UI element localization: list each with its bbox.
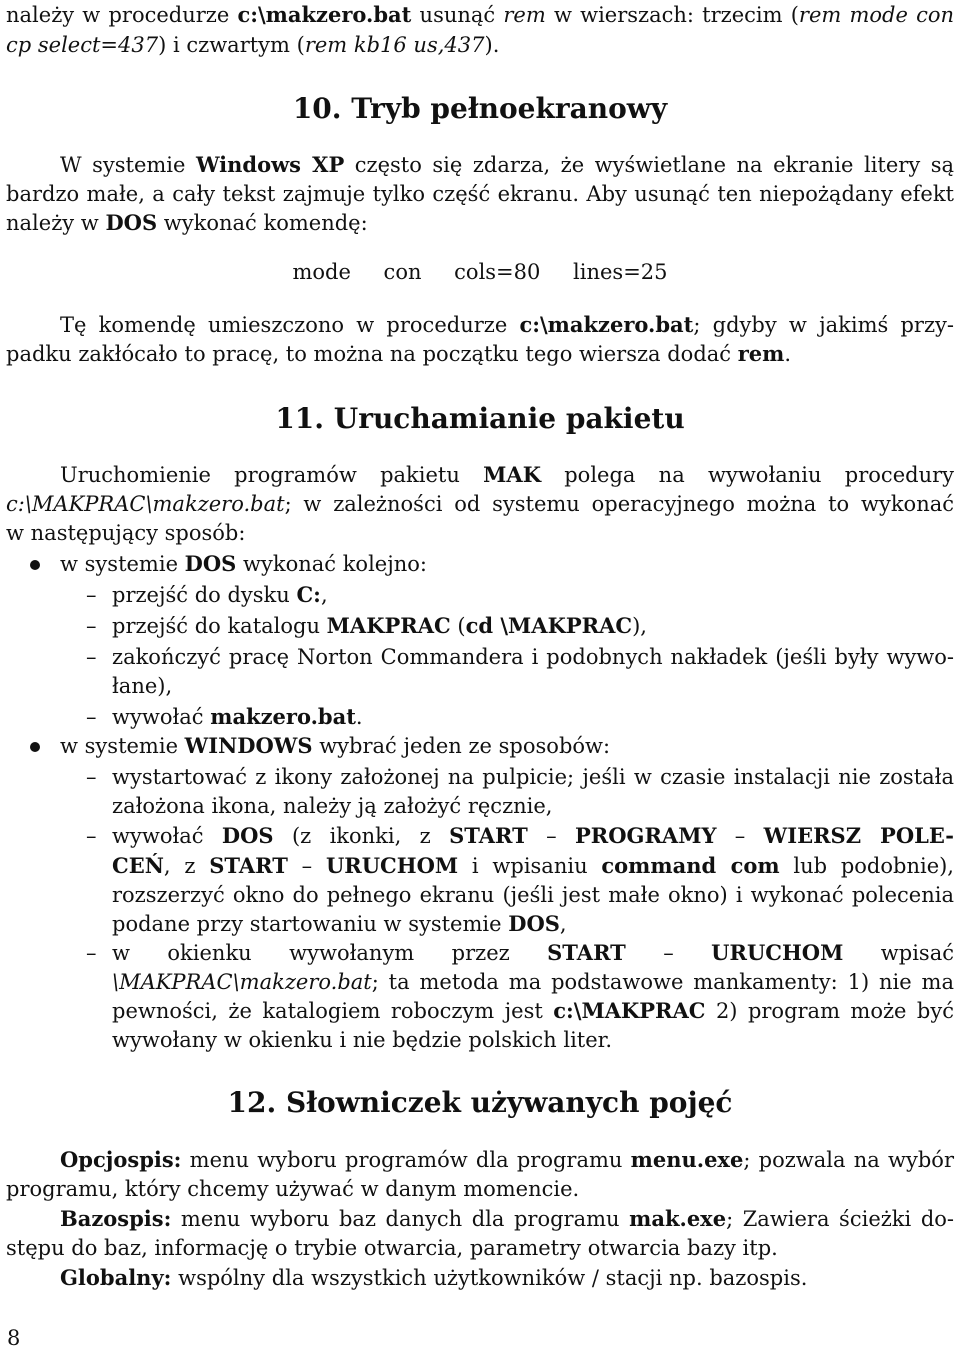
text-run: wykonać kolejno: (236, 552, 427, 576)
text-run: podane przy startowaniu w systemie (112, 912, 509, 936)
dash-marker: – (86, 941, 97, 965)
text-run: menu wyboru programów dla programu (181, 1148, 631, 1172)
bold-text: URUCHOM (325, 853, 459, 878)
bullet-dot (30, 742, 40, 752)
glossary-entry (6, 1174, 954, 1204)
italic-text: rem kb16 us,437 (304, 33, 485, 57)
paragraph-line (6, 489, 954, 519)
text-run: w systemie (60, 734, 185, 758)
bold-text: makzero.bat (210, 704, 356, 729)
bold-text: DOS (105, 210, 158, 235)
text-run: wywołany w okienku i nie będzie polskich liter. (112, 1028, 613, 1052)
text-run: ). (484, 33, 500, 57)
bold-text: WIERSZ POLE- (763, 823, 954, 848)
bold-text: Bazospis: (60, 1206, 172, 1231)
bold-text: C: (296, 582, 321, 607)
text-run: bardzo małe, a cały tekst zajmuje tylko część ekranu. Aby usunąć ten niepożądany efekt (6, 182, 954, 206)
text-run: wykonać komendę: (157, 211, 368, 235)
text-run: wywołać (112, 824, 222, 848)
list-item (112, 642, 954, 672)
bold-text: CEŃ (112, 853, 164, 878)
text-run: (z ikonki, z (273, 824, 450, 848)
bold-text: START (449, 823, 528, 848)
section-heading-11: 11. Uruchamianie pakietu (275, 402, 685, 435)
glossary-entry (60, 1263, 954, 1293)
text-run: pewności, że katalogiem roboczym jest (112, 999, 554, 1023)
bold-text: Opcjospis: (60, 1147, 182, 1172)
bold-text: command com (601, 853, 780, 878)
text-run: i wpisaniu (458, 854, 602, 878)
text-run: ( (450, 614, 466, 638)
italic-text: c:\MAKPRAC\makzero.bat (6, 492, 285, 516)
bold-text: c:\makzero.bat (237, 2, 412, 27)
bold-text: menu.exe (630, 1147, 744, 1172)
text-run: usunąć (411, 3, 504, 27)
dash-marker: – (86, 765, 97, 789)
italic-text: \MAKPRAC\makzero.bat (112, 970, 372, 994)
text-run: wystartować z ikony założonej na pulpicie; jeśli w czasie instalacji nie została (112, 765, 954, 789)
list-item (60, 549, 954, 579)
italic-text: rem mode con (798, 3, 955, 27)
bullet-dot (30, 560, 40, 570)
paragraph-line (6, 0, 954, 30)
text-run: w okienku wywołanym przez (112, 941, 548, 965)
text-run: Tę komendę umieszczono w procedurze (60, 313, 520, 337)
text-run: często się zdarza, że wyświetlane na ekranie litery są (344, 153, 954, 177)
text-run: – (625, 941, 712, 965)
bold-text: c:\makzero.bat (519, 312, 694, 337)
italic-text: rem (503, 3, 546, 27)
list-item (112, 909, 954, 939)
bold-text: URUCHOM (711, 940, 844, 965)
dash-marker: – (86, 614, 97, 638)
paragraph-line (60, 310, 954, 340)
italic-text: cp select=437 (6, 33, 159, 57)
text-run: wpisać (843, 941, 954, 965)
bold-text: Windows XP (195, 152, 345, 177)
text-run: W systemie (60, 153, 196, 177)
text-run: wywołać (112, 705, 211, 729)
text-run: . (355, 705, 363, 729)
list-item (112, 967, 954, 997)
paragraph-line (6, 179, 954, 209)
text-run: należy w procedurze (6, 3, 238, 27)
dash-marker: – (86, 583, 97, 607)
text-run: rozszerzyć okno do pełnego ekranu (jeśli jest małe okno) i wykonać polecenia (112, 883, 954, 907)
list-item (112, 580, 954, 610)
text-run: – (716, 824, 764, 848)
text-run: wybrać jeden ze sposobów: (312, 734, 611, 758)
text-run: , (559, 912, 567, 936)
text-run: programu, który chcemy używać w danym momencie. (6, 1177, 580, 1201)
text-run: – (527, 824, 575, 848)
text-run: menu wyboru baz danych dla programu (171, 1207, 630, 1231)
list-item (112, 938, 954, 968)
text-run: w wierszach: trzecim ( (545, 3, 799, 27)
list-item (112, 996, 954, 1026)
glossary-entry (60, 1204, 954, 1234)
text-run: Uruchomienie programów pakietu (60, 463, 484, 487)
text-run: ) i czwartym ( (158, 33, 305, 57)
text-run: , (320, 583, 328, 607)
paragraph-line (6, 339, 954, 369)
bold-text: mak.exe (629, 1206, 727, 1231)
bold-text: Globalny: (60, 1265, 172, 1290)
command-line: mode con cols=80 lines=25 (292, 260, 668, 284)
page-number: 8 (7, 1326, 21, 1350)
section-heading-12: 12. Słowniczek używanych pojęć (227, 1086, 733, 1119)
glossary-entry (6, 1233, 954, 1263)
text-run: w systemie (60, 552, 185, 576)
dash-marker: – (86, 645, 97, 669)
paragraph-line (6, 208, 954, 238)
glossary-entry (60, 1145, 954, 1175)
list-item (112, 821, 954, 851)
text-run: należy w (6, 211, 106, 235)
bold-text: START (547, 940, 626, 965)
list-item (112, 762, 954, 792)
list-item (112, 611, 954, 641)
bold-text: MAKPRAC (326, 613, 451, 638)
text-run: polega na wywołaniu procedury (540, 463, 954, 487)
text-run: ; pozwala na wybór (743, 1148, 954, 1172)
text-run: założona ikona, należy ją założyć ręcznie, (112, 794, 553, 818)
list-item (112, 702, 954, 732)
text-run: przejść do katalogu (112, 614, 327, 638)
dash-marker: – (86, 705, 97, 729)
paragraph-line (60, 150, 954, 180)
bold-text: PROGRAMY (574, 823, 717, 848)
text-run: ; Zawiera ścieżki do- (726, 1207, 954, 1231)
list-item (112, 880, 954, 910)
text-run: łane), (112, 674, 173, 698)
paragraph-line (60, 460, 954, 490)
bold-text: WINDOWS (184, 733, 313, 758)
list-item (112, 851, 954, 881)
list-item (60, 731, 954, 761)
bold-text: cd \MAKPRAC (465, 613, 633, 638)
text-run: lub podobnie), (779, 854, 954, 878)
text-run: padku zakłócało to pracę, to można na początku tego wiersza dodać (6, 342, 738, 366)
bold-text: c:\MAKPRAC (553, 998, 706, 1023)
paragraph-line (6, 518, 954, 548)
list-item (112, 791, 954, 821)
list-item (112, 671, 954, 701)
text-run: przejść do dysku (112, 583, 297, 607)
text-run: ), (632, 614, 647, 638)
bold-text: rem (737, 341, 785, 366)
text-run: w następujący sposób: (6, 521, 246, 545)
paragraph-line (6, 30, 954, 60)
text-run: wspólny dla wszystkich użytkowników / stacji np. bazospis. (171, 1266, 808, 1290)
text-run: . (784, 342, 792, 366)
bold-text: START (209, 853, 288, 878)
text-run: ; w zależności od systemu operacyjnego można to wykonać (284, 492, 954, 516)
text-run: – (287, 854, 326, 878)
text-run: 2) program może być (705, 999, 954, 1023)
text-run: , z (163, 854, 210, 878)
dash-marker: – (86, 824, 97, 848)
list-item (112, 1025, 954, 1055)
text-run: ; ta metoda ma podstawowe mankamenty: 1) nie ma (371, 970, 954, 994)
text-run: stępu do baz, informację o trybie otwarcia, parametry otwarcia bazy itp. (6, 1236, 778, 1260)
bold-text: DOS (184, 551, 237, 576)
text-run: ; gdyby w jakimś przy- (693, 313, 954, 337)
bold-text: DOS (221, 823, 274, 848)
bold-text: MAK (483, 462, 541, 487)
bold-text: DOS (508, 911, 560, 936)
text-run: zakończyć pracę Norton Commandera i podobnych nakładek (jeśli były wywo- (112, 645, 954, 669)
section-heading-10: 10. Tryb pełnoekranowy (292, 92, 668, 125)
